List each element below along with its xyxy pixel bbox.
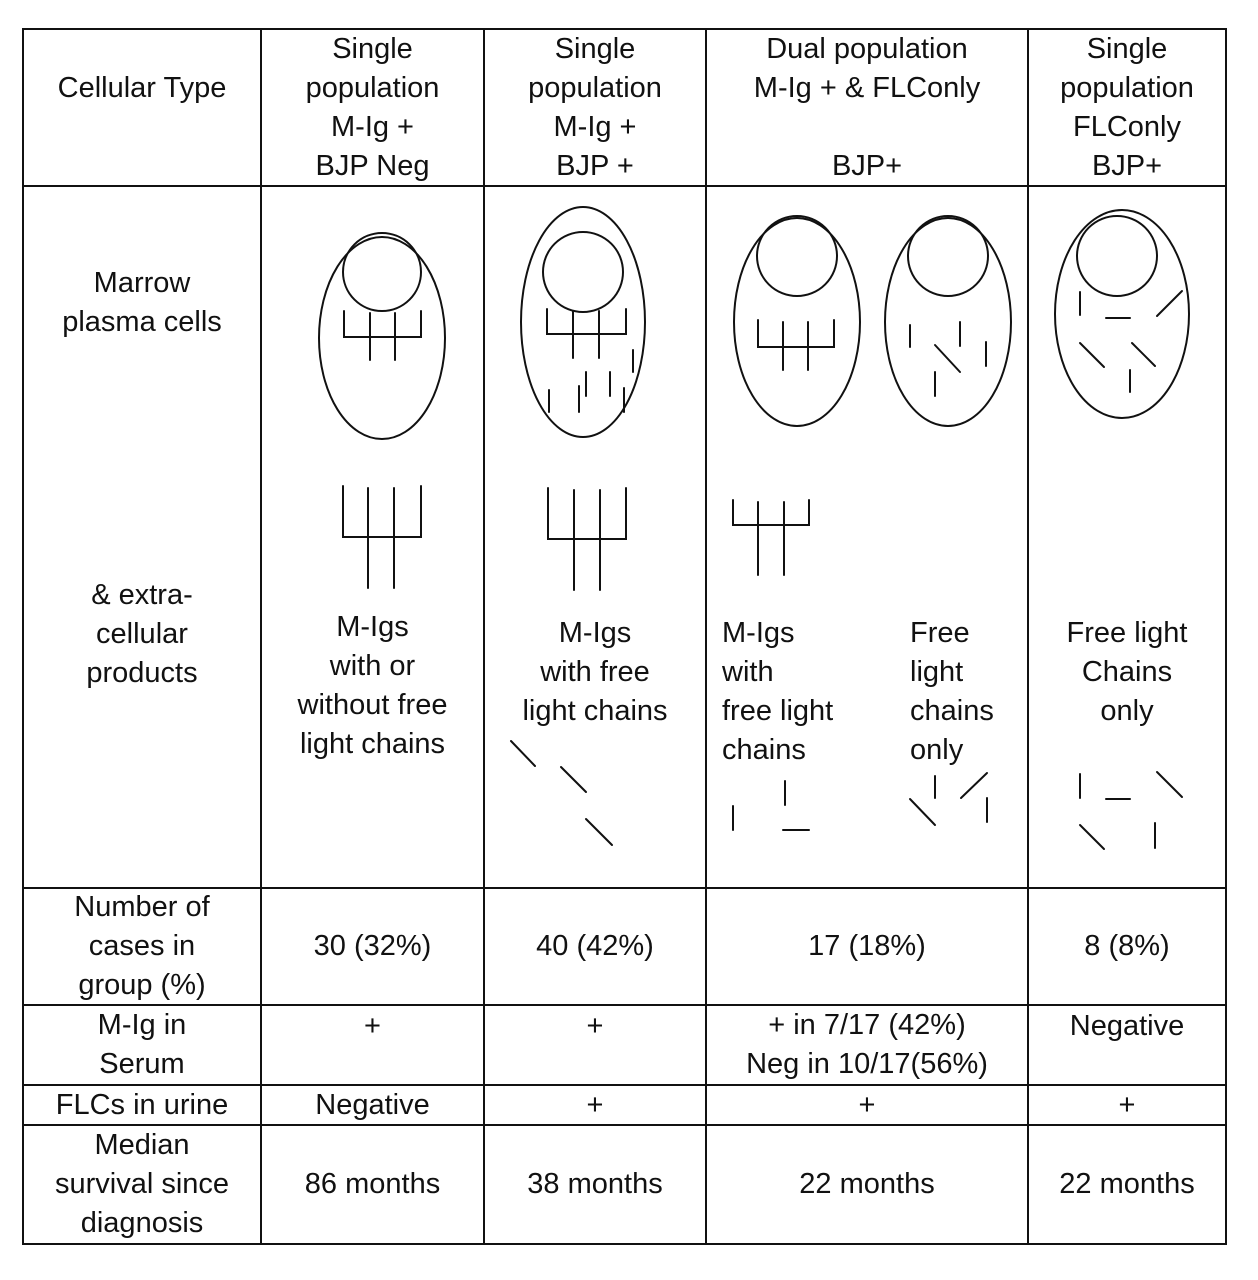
plasma-cell-mig-flc-icon bbox=[521, 207, 645, 437]
header-cellular-type: Cellular Type bbox=[57, 71, 227, 104]
urine-label: FLCs in urine bbox=[55, 1088, 229, 1121]
serum-col-3: + in 7/17 (42%) Neg in 10/17(56%) bbox=[746, 1009, 988, 1080]
plasma-cell-flc-icon bbox=[1055, 210, 1189, 418]
products-col-3b: Free light chains only bbox=[910, 617, 994, 766]
urine-col-4: + bbox=[1118, 1088, 1136, 1121]
free-light-chains-icon bbox=[733, 781, 809, 830]
products-col-1: M-Igs with or without free light chains bbox=[297, 611, 448, 760]
free-light-chains-icon bbox=[511, 741, 612, 845]
urine-col-2: + bbox=[586, 1088, 604, 1121]
m-ig-molecule-icon bbox=[733, 500, 809, 575]
header-col-4: Single population FLConly BJP+ bbox=[1060, 32, 1194, 182]
free-light-chains-icon bbox=[910, 773, 987, 825]
products-col-3a: M-Igs with free light chains bbox=[722, 617, 834, 766]
products-col-2: M-Igs with free light chains bbox=[522, 617, 668, 727]
serum-label: M-Ig in Serum bbox=[97, 1009, 187, 1080]
label-extracellular-products: & extra- cellular products bbox=[86, 578, 198, 689]
plasma-cell-flc-icon bbox=[885, 216, 1011, 426]
cases-label: Number of cases in group (%) bbox=[74, 891, 210, 1001]
products-col-4: Free light Chains only bbox=[1066, 617, 1188, 727]
cases-col-2: 40 (42%) bbox=[536, 930, 654, 962]
serum-col-2: + bbox=[586, 1010, 604, 1042]
survival-col-2: 38 months bbox=[527, 1168, 663, 1200]
cases-col-1: 30 (32%) bbox=[313, 930, 432, 962]
cases-col-3: 17 (18%) bbox=[808, 930, 926, 962]
label-marrow-plasma-cells: Marrow plasma cells bbox=[62, 267, 222, 338]
survival-col-3: 22 months bbox=[799, 1168, 935, 1200]
serum-col-1: + bbox=[364, 1010, 381, 1042]
urine-col-1: Negative bbox=[315, 1088, 430, 1121]
header-col-3: Dual population M-Ig + & FLConly BJP+ bbox=[753, 32, 981, 182]
header-col-1: Single population M-Ig + BJP Neg bbox=[305, 32, 440, 182]
m-ig-molecule-icon bbox=[548, 488, 626, 590]
header-col-2: Single population M-Ig + BJP + bbox=[528, 32, 662, 182]
urine-col-3: + bbox=[858, 1088, 876, 1121]
survival-label: Median survival since diagnosis bbox=[54, 1129, 230, 1239]
survival-col-4: 22 months bbox=[1059, 1168, 1195, 1200]
free-light-chains-icon bbox=[1080, 772, 1182, 849]
serum-col-4: Negative bbox=[1069, 1010, 1185, 1042]
m-ig-molecule-icon bbox=[343, 486, 421, 588]
survival-col-1: 86 months bbox=[304, 1168, 441, 1200]
plasma-cell-mig-icon bbox=[319, 233, 445, 439]
cases-col-4: 8 (8%) bbox=[1084, 930, 1170, 962]
plasma-cell-mig-icon bbox=[734, 216, 860, 426]
